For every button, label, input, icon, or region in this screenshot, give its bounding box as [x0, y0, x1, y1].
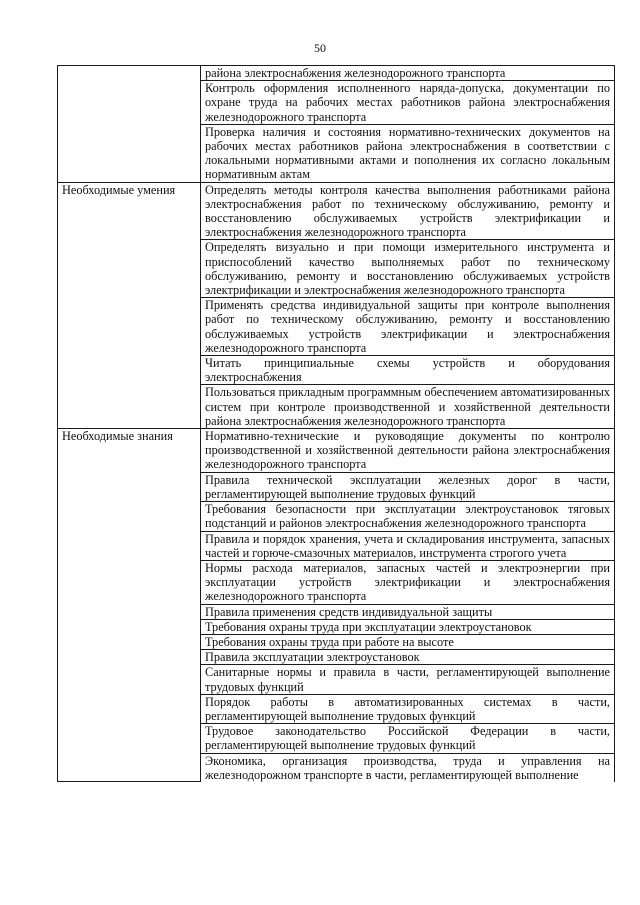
knowledge-item: Требования безопасности при эксплуатации электроустановок тяговых подстанций и районов электроснабжения железнодорожного транспорта [201, 502, 615, 531]
knowledge-item: Правила эксплуатации электроустановок [201, 650, 615, 665]
requirements-table [57, 65, 615, 782]
skill-item: Определять визуально и при помощи измерительного инструмента и приспособлений качество выполняемых работ по техническому обслуживанию, ремонту и восстановлению обслуживаемых устройств электрификации и электроснабжения железнодорожного транспорта [201, 240, 615, 298]
continued-item: Контроль оформления исполненного наряда-допуска, документации по охране труда на рабочих местах работников района электроснабжения железнодорожного транспорта [201, 81, 615, 125]
label-cell-empty [58, 66, 201, 81]
table-row [58, 81, 615, 125]
skills-label: Необходимые умения [58, 182, 201, 428]
continued-item: Проверка наличия и состояния нормативно-технических документов на рабочих местах работников района электроснабжения в соответствии с локальными нормативными актами и пополнения их согласно локальным нормативным актам [201, 124, 615, 182]
table-row [58, 124, 615, 182]
knowledge-item: Санитарные нормы и правила в части, регламентирующей выполнение трудовых функций [201, 665, 615, 694]
knowledge-item: Правила применения средств индивидуальной защиты [201, 604, 615, 619]
knowledge-label: Необходимые знания [58, 429, 201, 782]
table-row [58, 182, 615, 240]
skill-item: Применять средства индивидуальной защиты при контроле выполнения работ по техническому обслуживанию, ремонту и восстановлению обслуживаемых устройств электрификации и электроснабжения железнодорожного транспорта [201, 298, 615, 356]
knowledge-item: Экономика, организация производства, труда и управления на железнодорожном транспорте в части, регламентирующей выполнение [201, 753, 615, 782]
knowledge-item: Нормы расхода материалов, запасных частей и электроэнергии при эксплуатации устройств электрификации и электроснабжения железнодорожного транспорта [201, 560, 615, 604]
continued-item: района электроснабжения железнодорожного транспорта [201, 66, 615, 81]
knowledge-item: Правила и порядок хранения, учета и складирования инструмента, запасных частей и горюче-смазочных материалов, инструмента строгого учета [201, 531, 615, 560]
knowledge-item: Порядок работы в автоматизированных системах в части, регламентирующей выполнение трудовых функций [201, 694, 615, 723]
knowledge-item: Правила технической эксплуатации железных дорог в части, регламентирующей выполнение трудовых функций [201, 472, 615, 501]
skill-item: Определять методы контроля качества выполнения работниками района электроснабжения работ по техническому обслуживанию, ремонту и восстановлению обслуживаемых устройств электрификации и электроснабжения железнодорожного транспорта [201, 182, 615, 240]
skill-item: Пользоваться прикладным программным обеспечением автоматизированных систем при контроле производственной и хозяйственной деятельности района электроснабжения железнодорожного транспорта [201, 385, 615, 429]
label-cell-empty [58, 81, 201, 125]
skill-item: Читать принципиальные схемы устройств и оборудования электроснабжения [201, 356, 615, 385]
knowledge-item: Требования охраны труда при работе на высоте [201, 634, 615, 649]
knowledge-item: Нормативно-технические и руководящие документы по контролю производственной и хозяйственной деятельности района электроснабжения железнодорожного транспорта [201, 429, 615, 473]
table-row [58, 429, 615, 473]
knowledge-item: Требования охраны труда при эксплуатации электроустановок [201, 619, 615, 634]
page-number: 50 [314, 41, 326, 55]
label-cell-empty [58, 124, 201, 182]
knowledge-item: Трудовое законодательство Российской Федерации в части, регламентирующей выполнение трудовых функций [201, 724, 615, 753]
table-row [58, 66, 615, 81]
